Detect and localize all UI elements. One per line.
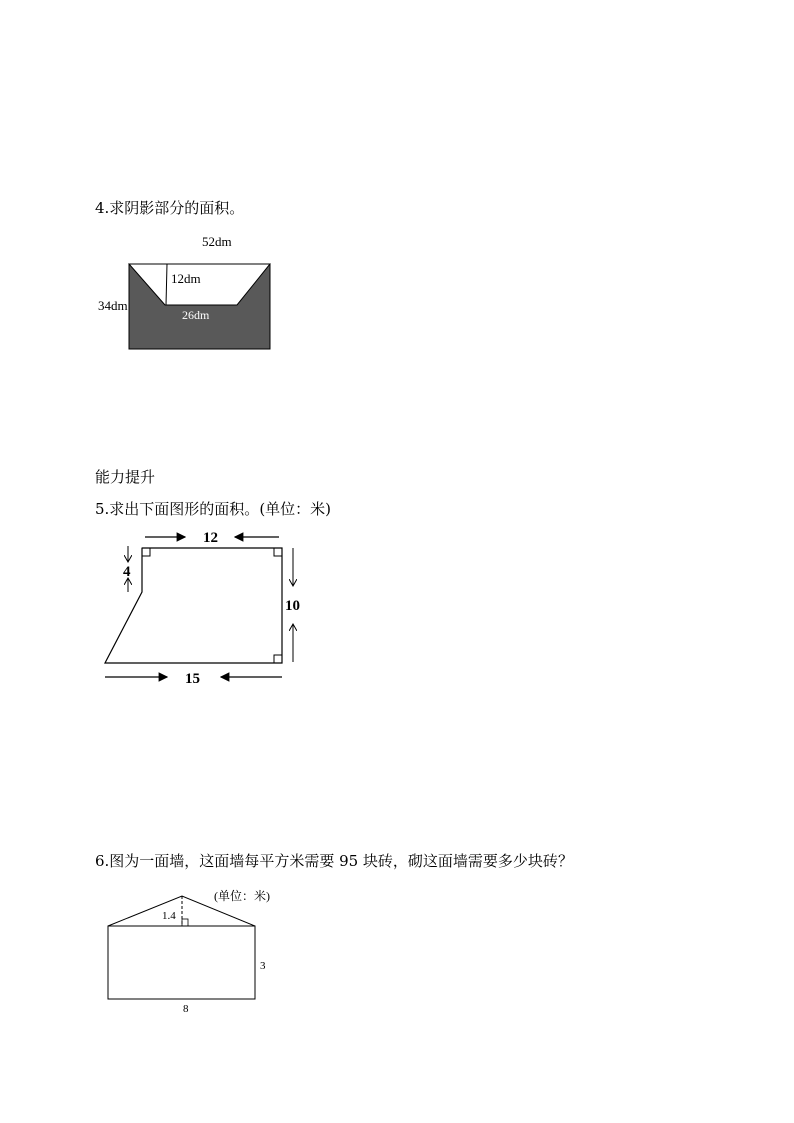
- label-12: 12: [203, 530, 218, 546]
- right-angle-mark: [142, 548, 150, 556]
- label-1-4: 1.4: [162, 910, 176, 922]
- label-26dm: 26dm: [182, 308, 210, 322]
- figure-q6-wall: [100, 882, 290, 1022]
- question-6-text: 6.图为一面墙，这面墙每平方米需要 95 块砖，砌这面墙需要多少块砖？: [95, 852, 573, 870]
- label-4: 4: [123, 564, 131, 580]
- label-15: 15: [185, 671, 200, 687]
- label-34dm: 34dm: [98, 298, 128, 313]
- right-angle-mark: [182, 919, 188, 926]
- question-4-text: 4.求阴影部分的面积。: [95, 199, 245, 217]
- label-unit: (单位：米): [214, 889, 270, 903]
- label-10: 10: [285, 598, 300, 614]
- trapezoid-outline: [105, 548, 282, 663]
- label-52dm: 52dm: [202, 234, 232, 249]
- right-angle-mark: [274, 655, 282, 663]
- label-12dm: 12dm: [171, 271, 201, 286]
- figure-q5-trapezoid: [95, 522, 315, 692]
- section-title: 能力提升: [95, 468, 156, 486]
- wall-rectangle: [108, 926, 255, 999]
- label-3: 3: [260, 960, 266, 972]
- figure-q4-shaded-area: [90, 225, 290, 360]
- question-5-text: 5.求出下面图形的面积。(单位：米): [95, 500, 332, 518]
- label-8: 8: [183, 1003, 189, 1015]
- right-angle-mark: [274, 548, 282, 556]
